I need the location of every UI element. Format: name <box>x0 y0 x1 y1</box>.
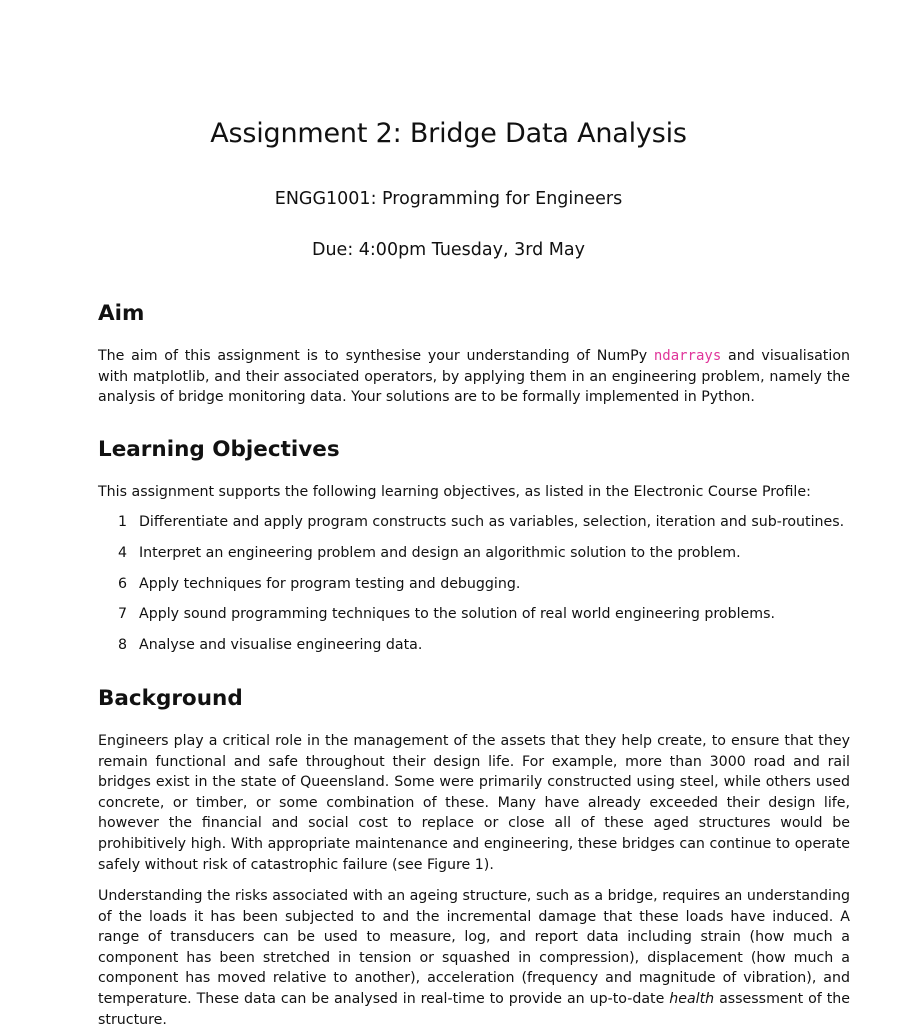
objectives-list <box>118 512 844 666</box>
list-item <box>118 635 844 666</box>
aim-paragraph <box>98 346 850 408</box>
background-paragraph-1: Engineers play a critical role in the management of the assets that they help create, to ensure that they remain functional and safe throughout their design life. For example, more than 3000 road and rail bridges exist in the state of Queensland. Some were primarily constructed using steel, while others used concrete, or timber, or some combination of these. Many have already exceeded their design life, however the financial and social cost to replace or close all of these aged structures would be prohibitively high. With appropriate maintenance and engineering, these bridges can continue to operate safely without risk of catastrophic failure (see Figure 1). <box>98 733 850 873</box>
background-text-before: Understanding the risks associated with an ageing structure, such as a bridge, requires an understanding of the loads it has been subjected to and the incremental damage that these loads have induced. A range of transducers can be used to measure, log, and report data including strain (how much a component has been stretched in tension or squashed in compression), displacement (how much a component has moved relative to another), acceleration (frequency and magnitude of vibration), and temperature. These data can be analysed in real-time to provide an up-to-date <box>98 888 850 1007</box>
aim-heading: Aim <box>98 301 145 326</box>
background-text-after: assessment of the structure. <box>98 990 850 1028</box>
background-heading: Background <box>98 686 243 711</box>
objective-text: Apply techniques for program testing and debugging. <box>139 575 521 592</box>
objective-number: 4 <box>118 544 128 561</box>
document-title: Assignment 2: Bridge Data Analysis <box>210 118 687 149</box>
objective-number: 7 <box>118 606 128 623</box>
objective-number: 6 <box>118 575 128 592</box>
background-paragraph-2 <box>98 886 850 1030</box>
objective-text: Analyse and visualise engineering data. <box>139 637 423 654</box>
health-emphasis: health <box>669 990 715 1007</box>
list-item <box>118 604 844 635</box>
objective-number: 1 <box>118 514 128 530</box>
list-item <box>118 543 844 574</box>
objective-text: Differentiate and apply program constructs such as variables, selection, iteration and sub-routines. <box>139 514 845 530</box>
aim-text-after: and visualisation with matplotlib, and their associated operators, by applying them in an engineering problem, namely the analysis of bridge monitoring data. Your solutions are to be formally implemented in Python. <box>98 348 850 406</box>
list-item <box>118 512 844 543</box>
due-date: Due: 4:00pm Tuesday, 3rd May <box>311 240 585 260</box>
objectives-intro: This assignment supports the following learning objectives, as listed in the Electronic Course Profile: <box>98 484 811 500</box>
course-name: ENGG1001: Programming for Engineers <box>274 189 623 209</box>
objective-text: Interpret an engineering problem and design an algorithmic solution to the problem. <box>139 544 741 561</box>
list-item <box>118 574 844 605</box>
aim-text-before: The aim of this assignment is to synthesise your understanding of NumPy <box>98 348 654 364</box>
objective-number: 8 <box>118 637 128 654</box>
learning-objectives-heading: Learning Objectives <box>98 437 340 462</box>
objective-text: Apply sound programming techniques to the solution of real world engineering problems. <box>139 606 776 623</box>
ndarrays-code: ndarrays <box>653 348 722 364</box>
